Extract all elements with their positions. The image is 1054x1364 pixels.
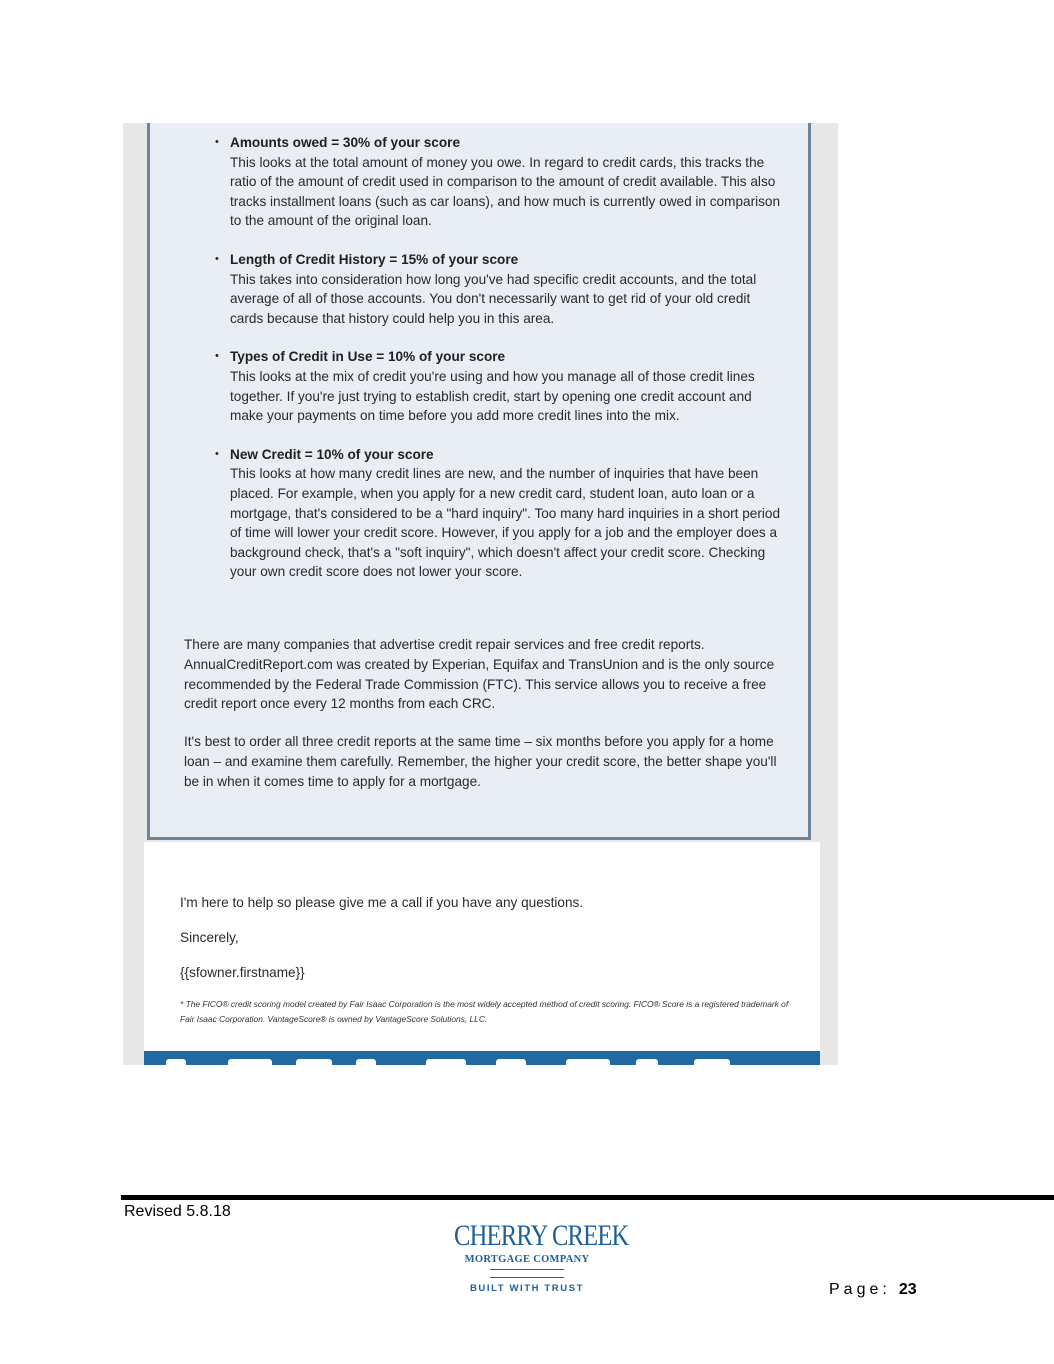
closing-panel [144, 842, 820, 1051]
page-number [829, 1281, 917, 1299]
bullet-body: This looks at how many credit lines are new, and the number of inquiries that have been placed. For example, when you apply for a new credit card, student loan, auto loan or a mortgage, that's considered to be a "hard inquiry". Too many hard inquiries in a short period of time will lower your credit score. However, if you apply for a job and the employer does a background check, that's a "soft inquiry", which doesn't affect your credit score. Checking your own credit score does not lower your score. [230, 466, 781, 580]
bullet-icon: • [215, 136, 219, 148]
page-value: 23 [898, 1281, 917, 1298]
bullet-heading: Amounts owed = 30% of your score [230, 135, 461, 150]
bullet-icon: • [215, 350, 219, 363]
bullet-icon: • [215, 252, 219, 265]
bullet-heading: Length of Credit History = 15% of your score [230, 251, 519, 267]
cut-off-banner [144, 1051, 820, 1065]
list-item [212, 133, 782, 231]
list-item [212, 445, 782, 582]
list-item [212, 250, 782, 328]
body-paragraphs [184, 635, 789, 810]
logo-name: CHERRY CREEK [454, 1219, 629, 1252]
logo-tagline: BUILT WITH TRUST [469, 1283, 585, 1294]
bullet-body: This looks at the total amount of money you owe. In regard to credit cards, this tracks the ratio of the amount of credit used in comparison to the amount of credit available. This also tracks installment loans (such as car loans), and how much is currently owed in comparison to the amount of the original loan. [230, 154, 781, 229]
page-label: Page: [829, 1281, 891, 1298]
sign-off: Sincerely, [180, 930, 239, 945]
bullet-icon: • [215, 447, 219, 460]
fico-footnote: * The FICO® credit scoring model created by Fair Isaac Corporation is the most widely accepted method of credit scoring. FICO® Score is a registered trademark of Fair Isaac Corporation. VantageScore® is owned by VantageScore Solutions, LLC. [180, 999, 789, 1024]
bullet-heading: Types of Credit in Use = 10% of your score [230, 349, 506, 365]
help-line: I'm here to help so please give me a call if you have any questions. [180, 895, 584, 910]
paragraph-credit-reports: There are many companies that advertise credit repair services and free credit reports. AnnualCreditReport.com was created by Experian, Equifax and TransUnion and is the only source recommended by the Federal Trade Commission (FTC). This service allows you to receive a free credit report once every 12 months from each CRC. [184, 637, 775, 712]
list-item [212, 347, 782, 425]
logo-subtitle: MORTGAGE COMPANY [464, 1254, 590, 1265]
credit-factor-list [212, 133, 782, 601]
bullet-body: This looks at the mix of credit you're using and how you manage all of those credit lines together. If you're just trying to establish credit, start by opening one credit account and make your payments on time before you add more credit lines into the mix. [230, 368, 755, 424]
paragraph-order-reports: It's best to order all three credit reports at the same time – six months before you apply for a home loan – and examine them carefully. Remember, the higher your credit score, the better shape you'll be in when it comes time to apply for a mortgage. [184, 734, 777, 789]
bullet-body: This takes into consideration how long you've had specific credit accounts, and the total average of all of those accounts. You don't necessarily want to get rid of your old credit cards because that history could help you in this area. [230, 271, 757, 326]
credit-info-panel [147, 123, 811, 840]
email-screenshot [123, 123, 838, 1065]
footer-divider [121, 1195, 1054, 1200]
revision-date: Revised 5.8.18 [124, 1203, 231, 1220]
signature-placeholder: {{sfowner.firstname}} [180, 965, 305, 980]
bullet-heading: New Credit = 10% of your score [230, 446, 434, 462]
banner-text-fragments [166, 1059, 766, 1065]
logo-double-rule [490, 1269, 564, 1278]
company-logo [438, 1218, 629, 1294]
